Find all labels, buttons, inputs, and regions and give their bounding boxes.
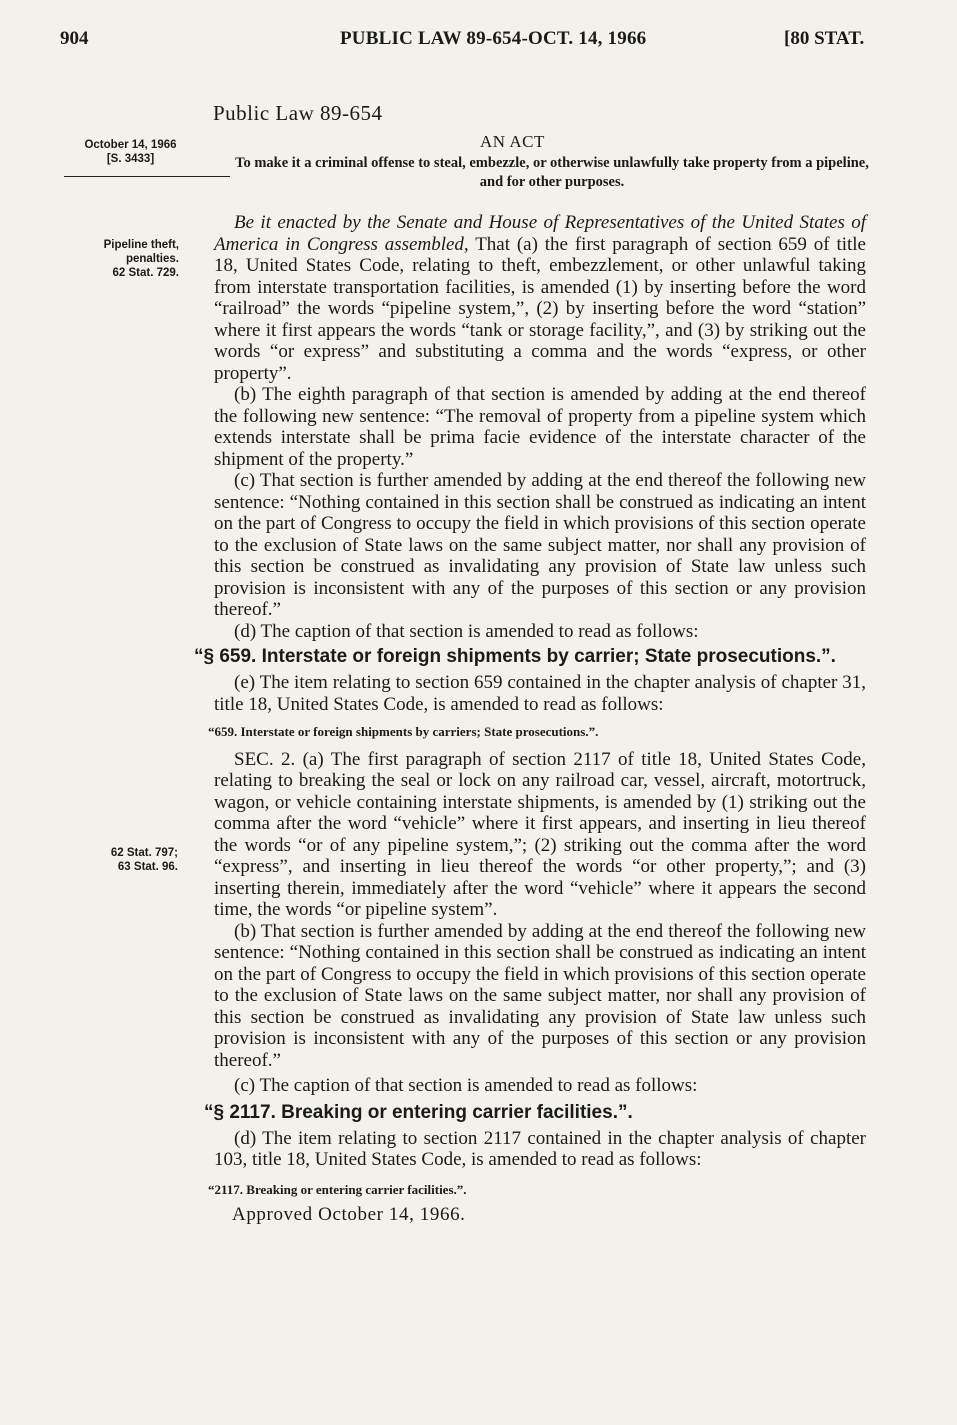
- margin-pipeline-1: Pipeline theft,: [103, 239, 179, 251]
- margin-bill-number: [S. 3433]: [106, 153, 155, 165]
- statute-reference: [80 STAT.: [784, 28, 865, 49]
- section-2117-heading: “§ 2117. Breaking or entering carrier facilities.”.: [204, 1101, 633, 1123]
- page-header: [0, 28, 957, 58]
- margin-stat-2: 63 Stat. 96.: [117, 861, 178, 873]
- section-2-a: SEC. 2. (a) The first paragraph of section 2117 of title 18, United States Code, relating to breaking the seal or lock on any railroad car, vessel, aircraft, motortruck, wagon, or vehicle containing interstate shipments, is amended by (1) striking out the comma after the word “vehicle” where it first appears, and inserting in lieu thereof the words “or of any pipeline system,”; (2) striking out the comma after the word “express”, and inserting in lieu thereof the words “or other property,”; and (3) inserting therein, immediately after the word “vehicle” where it appears the second time, the words “or pipeline system”.: [214, 748, 866, 920]
- margin-divider: [64, 176, 230, 177]
- section-659-heading: “§ 659. Interstate or foreign shipments by carrier; State prosecutions.”.: [194, 646, 836, 667]
- running-title: PUBLIC LAW 89-654-OCT. 14, 1966: [340, 28, 647, 49]
- act-body: [194, 212, 866, 1226]
- section-1-a: [214, 212, 866, 384]
- margin-pipeline-3: 62 Stat. 729.: [112, 267, 179, 279]
- section-2-item: “2117. Breaking or entering carrier facilities.”.: [208, 1181, 467, 1197]
- section-2-c: (c) The caption of that section is amended to read as follows:: [234, 1075, 698, 1096]
- section-2-b: (b) That section is further amended by adding at the end thereof the following new sentence: “Nothing contained in this section shall be construed as indicating an intent on the part of Congress to occupy the field in which provisions of this section operate to the exclusion of State laws on the same subject matter, nor shall any provision of this section be construed as invalidating any provision of State law unless such provision is inconsistent with any of the purposes of this section or any provision thereof.”: [214, 920, 866, 1071]
- margin-stat-1: 62 Stat. 797;: [110, 847, 178, 859]
- page-number: 904: [60, 28, 89, 49]
- margin-note-stat: [72, 846, 178, 874]
- section-2-d: (d) The item relating to section 2117 contained in the chapter analysis of chapter 103, title 18, United States Code, is amended to read as follows:: [214, 1127, 866, 1170]
- section-1-b: (b) The eighth paragraph of that section is amended by adding at the end thereof the following new sentence: “The removal of property from a pipeline system which extends interstate shall be prima facie evidence of the interstate character of the shipment of the property.”: [214, 384, 866, 470]
- section-1-d: (d) The caption of that section is amended to read as follows:: [234, 620, 699, 642]
- margin-note-date: [68, 138, 193, 166]
- act-heading: AN ACT: [480, 132, 545, 151]
- public-law-title: Public Law 89-654: [213, 101, 383, 125]
- section-1-e: (e) The item relating to section 659 contained in the chapter analysis of chapter 31, title 18, United States Code, is amended to read as follows:: [214, 672, 866, 715]
- enacting-clause: Be it enacted by the Senate and House of Representatives of the United States of America in Congress assembled,: [214, 212, 866, 255]
- section-1-a-text: That (a) the first paragraph of section 659 of title 18, United States Code, relating to theft, embezzlement, or other unlawful taking from interstate transportation facilities, is amended (1) by inserting before the word “railroad” the words “pipeline system,”, (2) by inserting before the word “station” where it first appears the words “tank or storage facility,”, and (3) by striking out the words “or express” and substituting a comma and the words “express, or other property”.: [214, 233, 866, 384]
- approval-date: Approved October 14, 1966.: [232, 1204, 466, 1225]
- margin-pipeline-2: penalties.: [125, 253, 179, 265]
- section-1-item: “659. Interstate or foreign shipments by carriers; State prosecutions.”.: [208, 724, 599, 739]
- margin-date: October 14, 1966: [84, 139, 177, 151]
- margin-note-pipeline: [56, 238, 179, 280]
- section-1-c: (c) That section is further amended by adding at the end thereof the following new sentence: “Nothing contained in this section shall be construed as indicating an intent on the part of Congress to occupy the field in which provisions of this section operate to the exclusion of State laws on the same subject matter, nor shall any provision of this section be construed as invalidating any provision of State law unless such provision is inconsistent with any of the purposes of this section or any provision thereof.”: [214, 470, 866, 620]
- act-purpose: To make it a criminal offense to steal, embezzle, or otherwise unlawfully take property from a pipeline, and for other purposes.: [235, 155, 869, 190]
